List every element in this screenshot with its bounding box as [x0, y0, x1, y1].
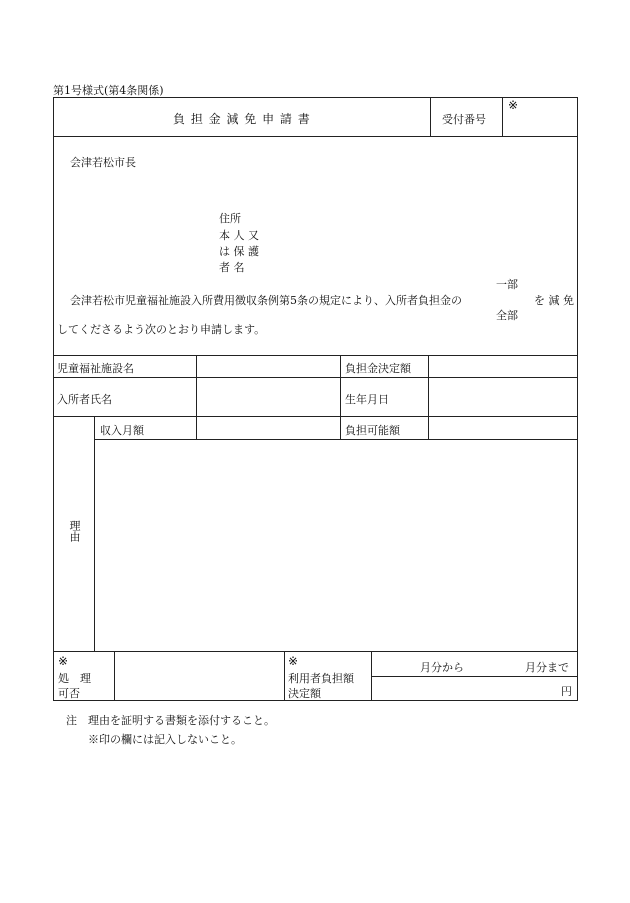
address-label: 住所	[219, 212, 241, 225]
col-line-right	[428, 355, 429, 439]
name-label-line-1: 本 人 又	[219, 229, 259, 242]
col-line-mid	[340, 355, 341, 439]
month-range-field[interactable]	[375, 654, 574, 674]
amount-field[interactable]	[375, 679, 555, 699]
note-prefix: 注	[66, 714, 77, 727]
option-full[interactable]: 全部	[496, 309, 518, 322]
footer-vline-1	[114, 651, 115, 701]
address-field[interactable]	[252, 206, 562, 226]
facility-name-label: 児童福祉施設名	[57, 362, 134, 375]
note-1: 理由を証明する書類を添付すること。	[88, 714, 275, 727]
col-line-facility	[196, 355, 197, 439]
header-vline-2	[502, 97, 503, 136]
approval-label: 可否	[58, 687, 80, 700]
applicant-name-field[interactable]	[280, 238, 560, 260]
addressee: 会津若松市長	[70, 156, 136, 169]
processing-mark: ※	[58, 654, 69, 668]
to-month-label: 月分まで	[525, 661, 569, 674]
processing-label: 処 理	[58, 672, 91, 685]
birthdate-field[interactable]	[432, 381, 574, 413]
receipt-number-field[interactable]	[506, 112, 574, 132]
name-label-line-2: は 保 護	[219, 245, 259, 258]
charge-decided-field[interactable]	[432, 358, 574, 376]
option-partial[interactable]: 一部	[496, 278, 518, 291]
charge-decided-label: 負担金決定額	[345, 362, 411, 375]
footer-hline	[371, 676, 578, 677]
user-mark: ※	[288, 654, 299, 668]
decided-amount-label: 決定額	[288, 687, 321, 700]
from-month-label: 月分から	[420, 661, 464, 674]
header-vline-1	[430, 97, 431, 136]
row-line-1	[53, 355, 578, 356]
income-label: 収入月額	[100, 424, 144, 437]
user-amount-label: 利用者負担額	[288, 672, 354, 685]
reason-field[interactable]	[98, 443, 574, 648]
row-line-5	[53, 651, 578, 652]
facility-name-field[interactable]	[200, 358, 336, 376]
body-text-line-2: してくださるよう次のとおり申請します。	[57, 323, 266, 336]
birthdate-label: 生年月日	[345, 393, 389, 406]
yen-label: 円	[561, 685, 572, 698]
processing-approval-field[interactable]	[118, 655, 280, 697]
note-2: ※印の欄には記入しないこと。	[88, 733, 242, 746]
form-title: 負 担 金 減 免 申 請 書	[173, 112, 311, 126]
resident-name-label: 入所者氏名	[57, 393, 112, 406]
footer-vline-2	[284, 651, 285, 701]
body-text-suffix: を 減 免	[534, 294, 574, 307]
payable-label: 負担可能額	[345, 424, 400, 437]
body-text-line-1: 会津若松市児童福祉施設入所費用徴収条例第5条の規定により、入所者負担金の	[70, 294, 462, 307]
name-label-line-3: 者 名	[219, 261, 245, 274]
resident-name-field[interactable]	[200, 381, 336, 413]
receipt-mark: ※	[508, 98, 519, 112]
header-divider	[53, 136, 578, 137]
row-line-2	[53, 377, 578, 378]
col-line-reason	[94, 416, 95, 651]
form-number: 第1号様式(第4条関係)	[53, 84, 164, 97]
row-line-4	[94, 439, 578, 440]
receipt-number-label: 受付番号	[442, 113, 486, 126]
row-line-3	[53, 416, 578, 417]
income-field[interactable]	[200, 419, 336, 437]
reason-label: 理由	[68, 520, 81, 542]
payable-field[interactable]	[432, 419, 574, 437]
